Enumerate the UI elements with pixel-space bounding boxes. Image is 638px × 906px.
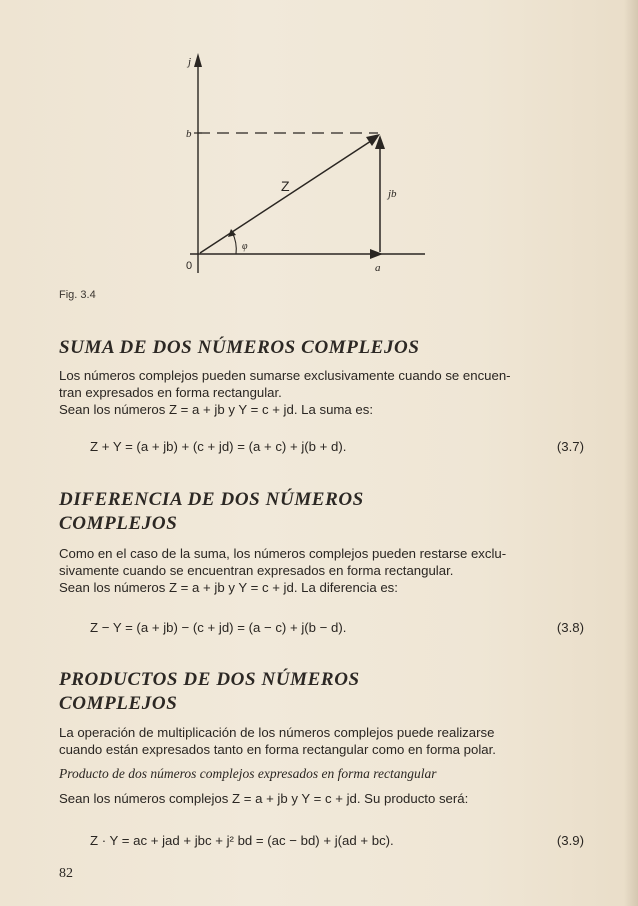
page-number: 82 xyxy=(59,866,73,881)
section-title-line: DIFERENCIA DE DOS NÚMEROS xyxy=(59,489,364,510)
z-vector-line xyxy=(200,139,374,253)
paragraph-line: Sean los números complejos Z = a + jb y Y = c + jd. Su producto será: xyxy=(59,791,469,806)
section-title-suma xyxy=(59,336,420,360)
section-title-line: COMPLEJOS xyxy=(59,513,178,534)
b-label: b xyxy=(186,128,192,140)
section-title-diferencia xyxy=(59,488,364,536)
paragraph-line: Como en el caso de la suma, los números complejos pueden restarse exclu- xyxy=(59,546,507,561)
axis-j-label: j xyxy=(188,56,192,68)
jb-label: jb xyxy=(388,188,397,200)
paragraph-line: Sean los números Z = a + jb y Y = c + jd. La suma es: xyxy=(59,402,373,417)
equation-3-8: Z − Y = (a + jb) − (c + jd) = (a − c) + j(b − d). xyxy=(90,620,347,635)
origin-label: 0 xyxy=(186,260,193,272)
paragraph-line: La operación de multiplicación de los números complejos puede realizarse xyxy=(59,725,495,740)
z-vector-label: Z xyxy=(281,178,290,194)
subheading-producto-rectangular: Producto de dos números complejos expresados en forma rectangular xyxy=(59,766,437,781)
angle-phi-label: φ xyxy=(242,241,248,252)
a-label: a xyxy=(375,262,381,274)
paragraph-line: Sean los números Z = a + jb y Y = c + jd. La diferencia es: xyxy=(59,580,398,595)
section-title-line: SUMA DE DOS NÚMEROS COMPLEJOS xyxy=(59,337,420,358)
section-title-line: PRODUCTOS DE DOS NÚMEROS xyxy=(59,669,360,690)
section-paragraph-productos xyxy=(59,724,579,758)
equation-number-3-8: (3.8) xyxy=(556,620,584,635)
paragraph-line: cuando están expresados tanto en forma rectangular como en forma polar. xyxy=(59,742,496,757)
section-paragraph-suma xyxy=(59,367,579,418)
section-paragraph-productos-2 xyxy=(59,790,579,807)
paragraph-line: tran expresados en forma rectangular. xyxy=(59,385,282,400)
equation-3-9: Z · Y = ac + jad + jbc + j² bd = (ac − bd) + j(ad + bc). xyxy=(90,833,394,848)
a-arrowhead xyxy=(370,249,383,259)
section-paragraph-diferencia xyxy=(59,545,579,596)
page-edge-shadow xyxy=(624,0,638,906)
figure-caption: Fig. 3.4 xyxy=(59,289,96,301)
paragraph-line: Los números complejos pueden sumarse exclusivamente cuando se encuen- xyxy=(59,368,511,383)
imaginary-axis-arrow xyxy=(194,53,202,67)
paragraph-line: sivamente cuando se encuentran expresados en forma rectangular. xyxy=(59,563,454,578)
section-title-productos xyxy=(59,668,360,716)
equation-number-3-7: (3.7) xyxy=(556,439,584,454)
equation-number-3-9: (3.9) xyxy=(556,833,584,848)
section-title-line: COMPLEJOS xyxy=(59,693,178,714)
complex-plane-figure xyxy=(150,45,440,280)
equation-3-7: Z + Y = (a + jb) + (c + jd) = (a + c) + j(b + d). xyxy=(90,439,347,454)
